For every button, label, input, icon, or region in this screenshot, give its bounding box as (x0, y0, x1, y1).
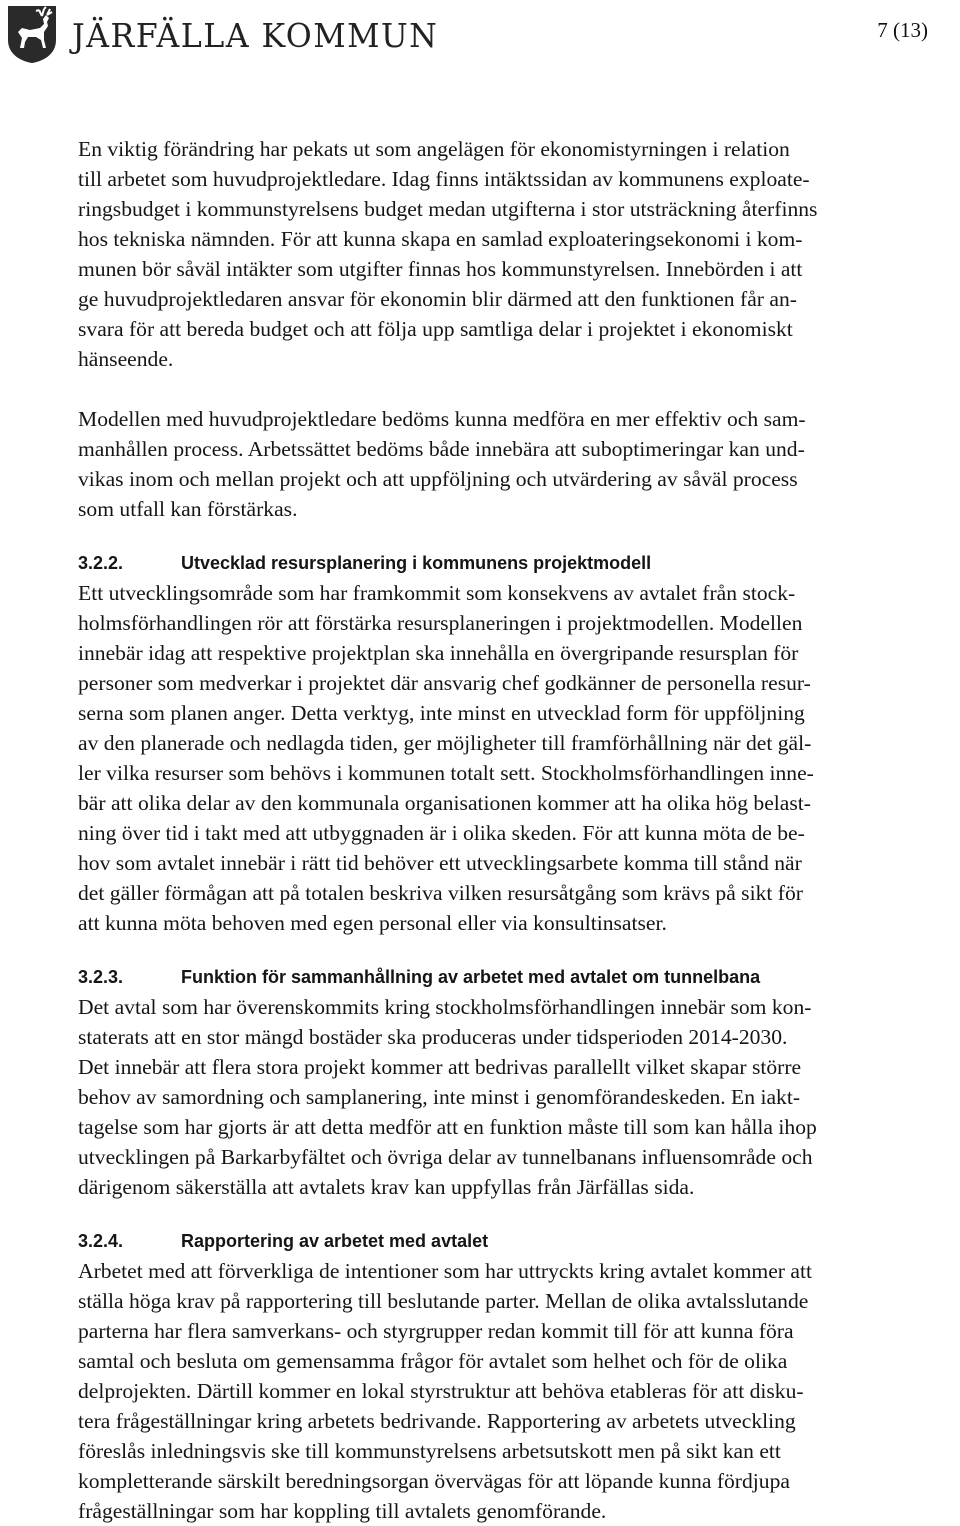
document-body (78, 134, 958, 1526)
page-number: 7 (13) (877, 18, 928, 42)
section-body-3-2-4: Arbetet med att förverkliga de intentioner som har uttryckts kring avtalet kommer att ställa höga krav på rapportering till beslutande parter. Mellan de olika avtalsslutande parterna har flera samverkans- och styrgrupper redan kommit till för att kunna föra samtal och besluta om gemensamma frågor för avtalet som helhet och för de olika delprojekten. Därtill kommer en lokal styrstruktur att behöva etableras för att disku- tera frågeställningar kring arbetets bedrivande. Rapportering av arbetets utveckling föreslås inledningsvis ske till kommunstyrelsens arbetsutskott men på sikt kan ett kompletterande särskilt beredningsorgan övervägas för att löpande kunna fördjupa frågeställningar som har koppling till avtalets genomförande. (78, 1259, 812, 1523)
municipality-logo (6, 4, 439, 66)
section-title: Rapportering av arbetet med avtalet (181, 1231, 489, 1251)
section-heading-3-2-3 (78, 966, 958, 992)
section-body-3-2-2: Ett utvecklingsområde som har framkommit som konsekvens av avtalet från stock- holmsförhandlingen rör att förstärka resursplaneringen i projektmodellen. Modellen innebär idag att respektive projektplan ska innehålla en övergripande resursplan för personer som medverkar i projektet där ansvarig chef godkänner de personella resur- serna som planen anger. Detta verktyg, inte minst en utvecklad form för uppföljning av den planerade och nedlagda tiden, ger möjligheter till framförhållning när det gäl- ler vilka resurser som behövs i kommunen totalt sett. Stockholmsförhandlingen inne- bär att olika delar av den kommunala organisationen kommer att ha olika hög belast- ning över tid i takt med att utbyggnaden är i olika skeden. För att kunna möta de be- hov som avtalet innebär i rätt tid behöver ett utvecklingsarbete komma till stånd när det gäller förmågan att på totalen beskriva vilken resursåtgång som krävs på sikt för att kunna möta behoven med egen personal eller via konsultinsatser. (78, 581, 814, 935)
deer-emblem-icon (6, 4, 58, 64)
logo-wordmark: JÄRFÄLLA KOMMUN (72, 16, 439, 55)
intro-paragraph-1: En viktig förändring har pekats ut som angelägen för ekonomistyrningen i relation till arbetet som huvudprojektledare. Idag finns intäktssidan av kommunens exploate- ringsbudget i kommunstyrelsens budget medan utgifterna i stor utsträckning återfinns hos tekniska nämnden. För att kunna skapa en samlad exploateringsekonomi i kom- munen bör såväl intäkter som utgifter finnas hos kommunstyrelsen. Innebörden i att ge huvudprojektledaren ansvar för ekonomin blir därmed att den funktionen får an- svara för att bereda budget och att följa upp samtliga delar i projektet i ekonomiskt hänseende. (78, 137, 818, 371)
section-body-3-2-3: Det avtal som har överenskommits kring stockholmsförhandlingen innebär som kon- staterats att en stor mängd bostäder ska produceras under tidsperioden 2014-2030. Det innebär att flera stora projekt kommer att bedrivas parallellt vilket skapar större behov av samordning och samplanering, inte minst i genomförandeskeden. En iakt- tagelse som har gjorts är att detta medför att en funktion måste till som kan hålla ihop utvecklingen på Barkarbyfältet och övriga delar av tunnelbanans influensområde och därigenom säkerställa att avtalets krav kan uppfyllas från Järfällas sida. (78, 995, 817, 1199)
section-number: 3.2.3. (78, 967, 124, 987)
section-number: 3.2.2. (78, 553, 124, 573)
section-heading-3-2-4 (78, 1230, 958, 1256)
section-title: Utvecklad resursplanering i kommunens projektmodell (181, 553, 652, 573)
section-heading-3-2-2 (78, 552, 958, 578)
intro-paragraph-2: Modellen med huvudprojektledare bedöms kunna medföra en mer effektiv och sam- manhållen process. Arbetssättet bedöms både innebära att suboptimeringar kan und- vikas inom och mellan projekt och att uppföljning och utvärdering av såväl process som utfall kan förstärkas. (78, 407, 806, 521)
section-number: 3.2.4. (78, 1231, 124, 1251)
section-title: Funktion för sammanhållning av arbetet med avtalet om tunnelbana (181, 967, 761, 987)
